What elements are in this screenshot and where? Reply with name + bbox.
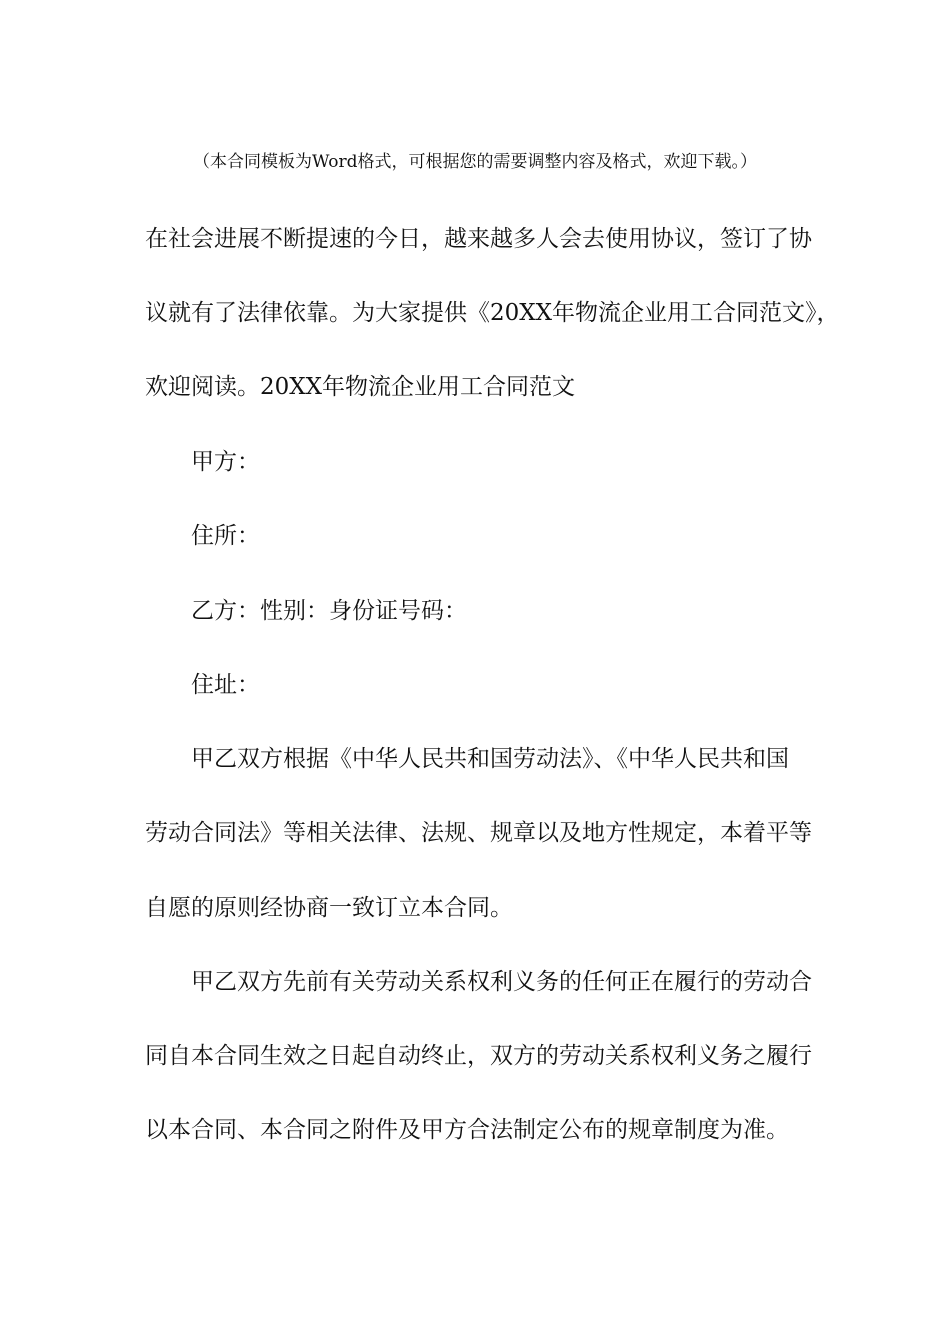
paragraph1-line-3: 自愿的原则经协商一致订立本合同。 (145, 895, 513, 921)
intro-line-1: 在社会进展不断提速的今日，越来越多人会去使用协议，签订了协 (145, 226, 812, 252)
paragraph2-line-1: 甲乙双方先前有关劳动关系权利义务的任何正在履行的劳动合 (191, 969, 812, 995)
address-a-field: 住所： (191, 523, 260, 549)
intro-line-3: 欢迎阅读。20XX年物流企业用工合同范文 (145, 374, 576, 400)
party-a-field: 甲方： (191, 449, 260, 475)
party-b-field: 乙方：性别：身份证号码： (191, 598, 467, 624)
paragraph2-line-2: 同自本合同生效之日起自动终止，双方的劳动关系权利义务之履行 (145, 1043, 812, 1069)
template-note: （本合同模板为Word格式，可根据您的需要调整内容及格式，欢迎下载。） (192, 152, 758, 172)
paragraph1-line-2: 劳动合同法》等相关法律、法规、规章以及地方性规定，本着平等 (145, 820, 812, 846)
address-b-field: 住址： (191, 672, 260, 698)
paragraph2-line-3: 以本合同、本合同之附件及甲方合法制定公布的规章制度为准。 (145, 1117, 789, 1143)
paragraph1-line-1: 甲乙双方根据《中华人民共和国劳动法》、《中华人民共和国 (191, 746, 789, 772)
intro-line-2: 议就有了法律依靠。为大家提供《20XX年物流企业用工合同范文》， (145, 300, 840, 326)
